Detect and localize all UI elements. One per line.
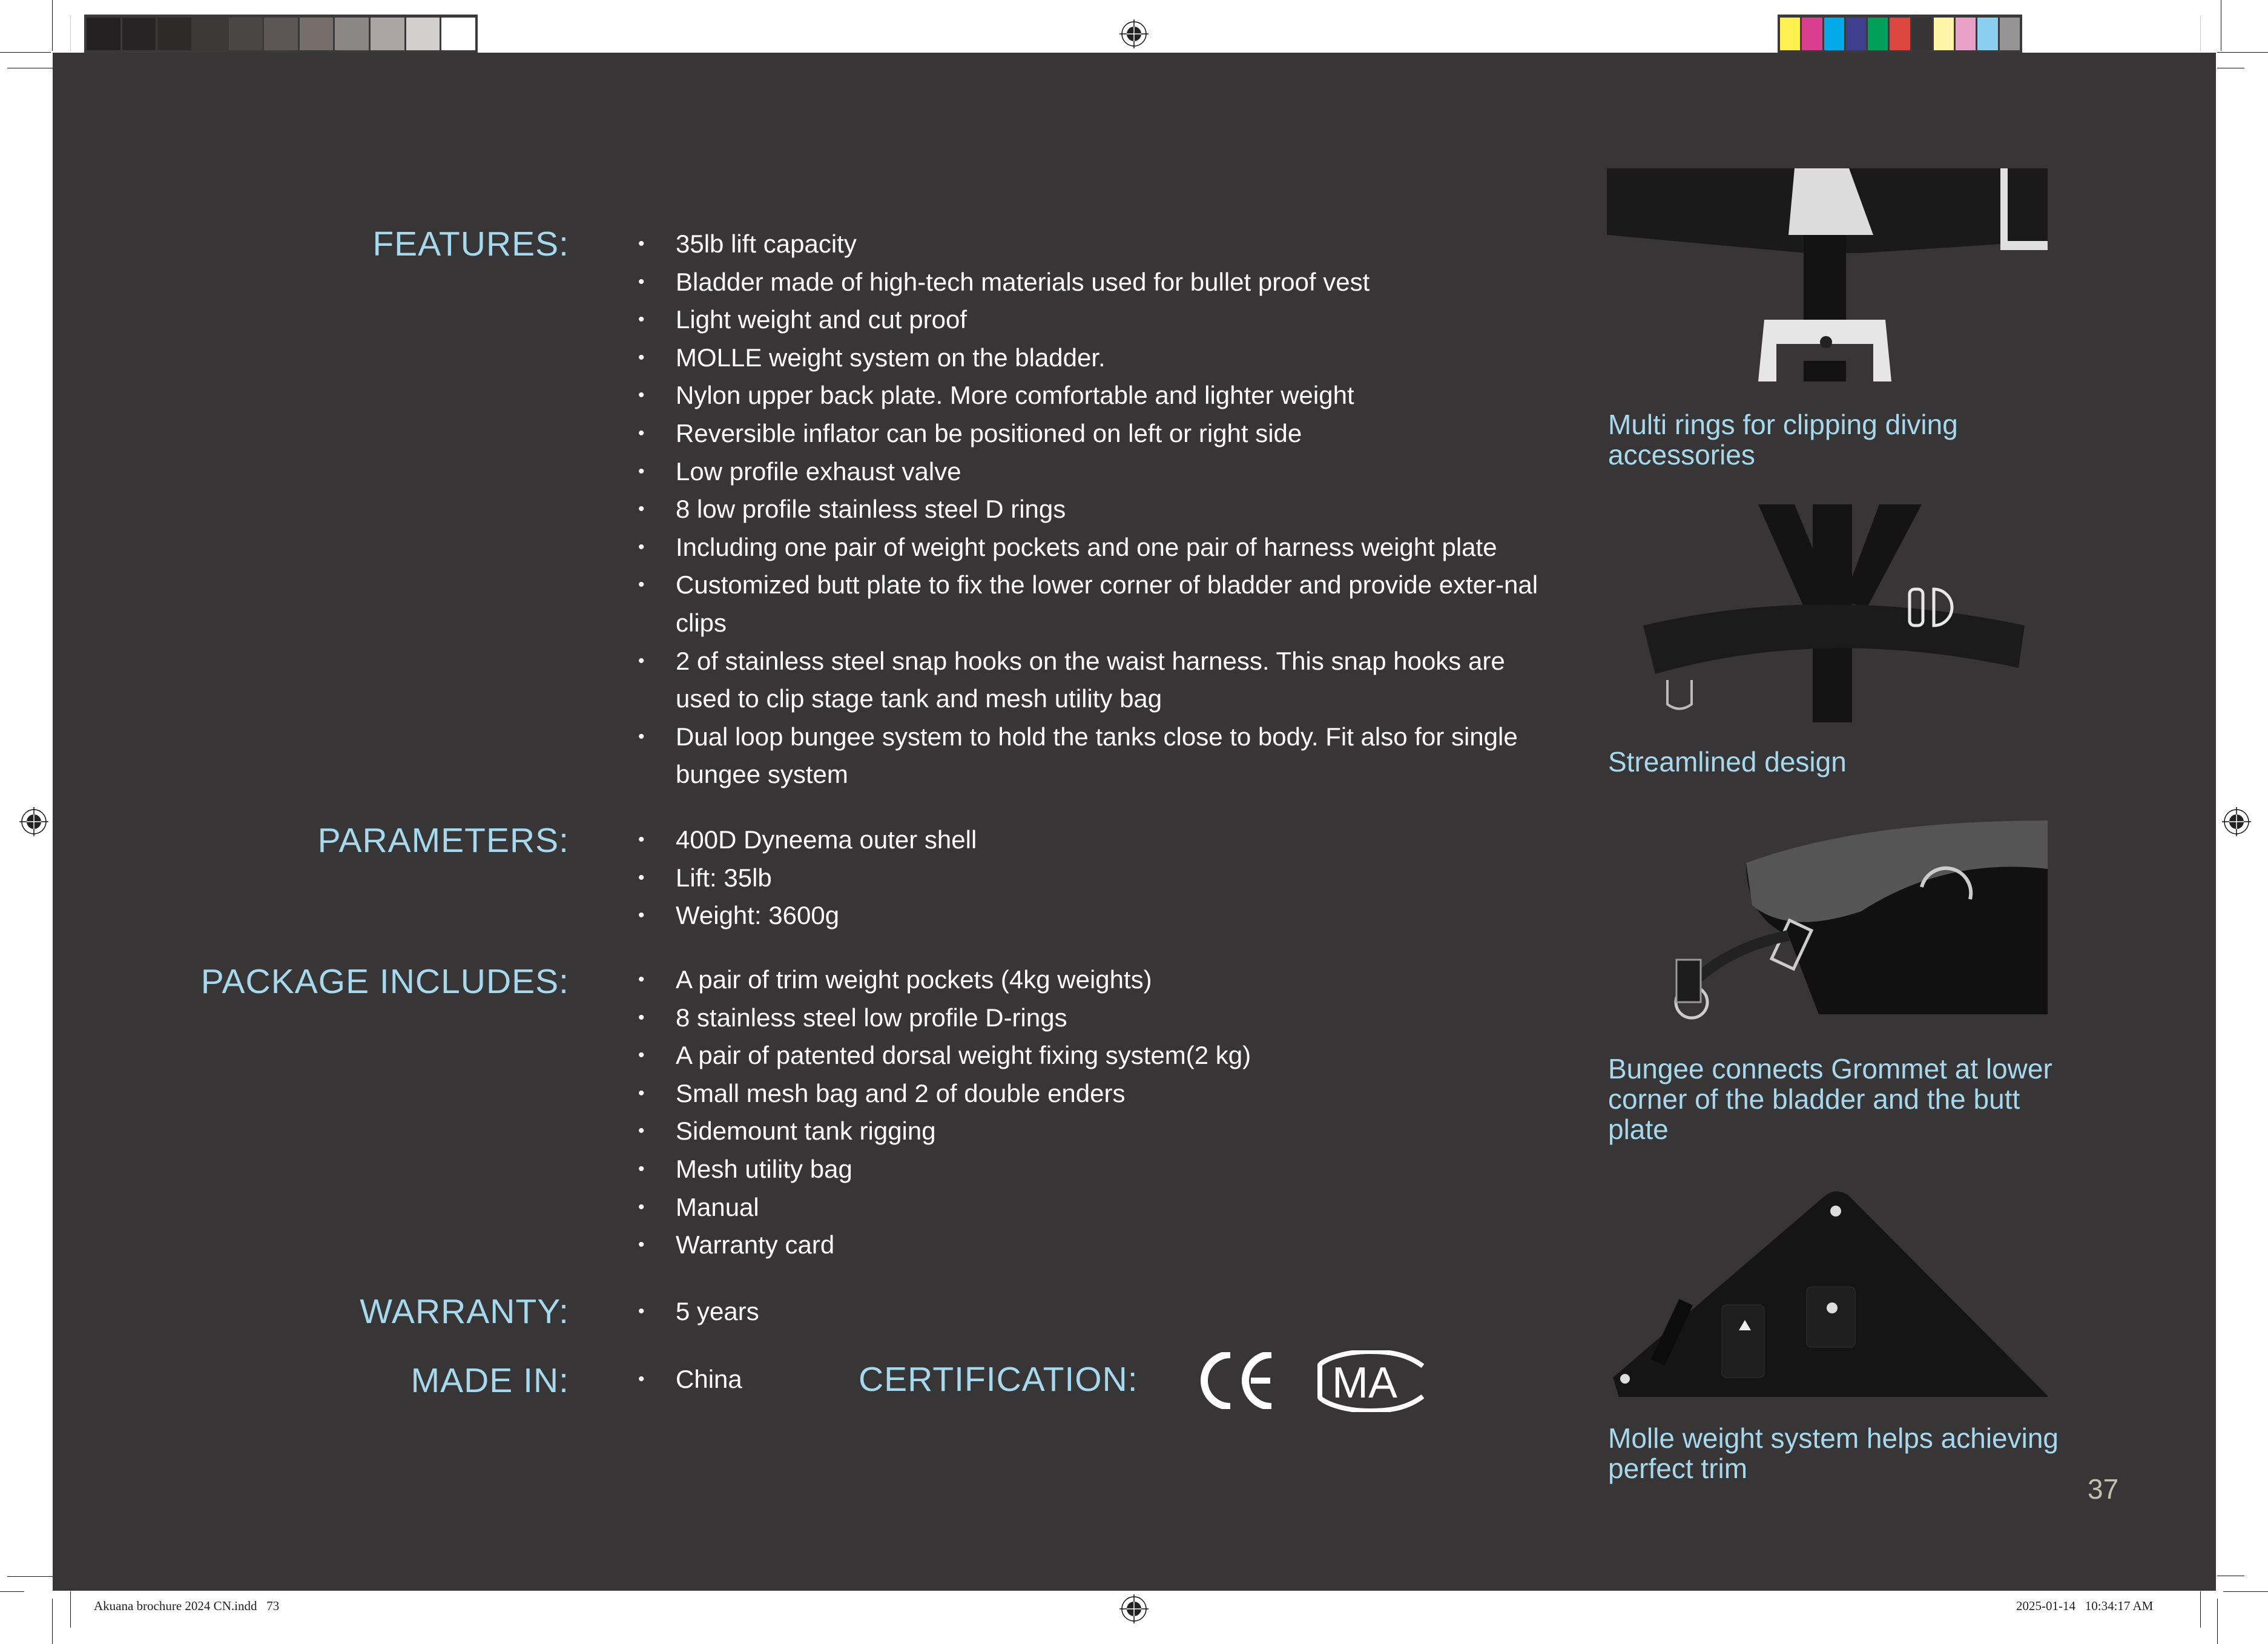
swatch [2000, 18, 2020, 50]
list-item: • Weight: 3600g [638, 897, 1548, 935]
package-includes-list [638, 961, 1548, 1264]
list-item: • Small mesh bag and 2 of double enders [638, 1075, 1548, 1113]
swatch [1890, 18, 1910, 50]
list-item: • 400D Dyneema outer shell [638, 821, 1548, 859]
swatch [300, 18, 334, 50]
crop-mark [52, 0, 53, 51]
swatch [371, 18, 404, 50]
waist-harness-photo [1607, 504, 2048, 722]
list-item: • Including one pair of weight pockets and one pair of harness weight plate [638, 529, 1548, 567]
parameters-heading: PARAMETERS: [317, 821, 569, 860]
crop-mark [2217, 1599, 2218, 1644]
swatch [1824, 18, 1844, 50]
list-item: • MOLLE weight system on the bladder. [638, 339, 1548, 377]
photo-caption: Bungee connects Grommet at lower corner of the bladder and the butt plate [1608, 1053, 2052, 1145]
swatch [264, 18, 298, 50]
swatch [406, 18, 440, 50]
photo-caption: Molle weight system helps achieving perfect trim [1608, 1422, 2059, 1484]
swatch [1802, 18, 1822, 50]
crop-mark [7, 1576, 53, 1577]
list-item: • Dual loop bungee system to hold the tanks close to body. Fit also for single bungee system [638, 718, 1548, 794]
warranty-list [638, 1293, 1548, 1331]
warranty-heading: WARRANTY: [360, 1292, 569, 1331]
swatch [193, 18, 227, 50]
parameters-list [638, 821, 1548, 935]
list-item: • Nylon upper back plate. More comfortable and lighter weight [638, 377, 1548, 415]
swatch [335, 18, 369, 50]
registration-mark-icon [1118, 1593, 1150, 1625]
features-list [638, 225, 1548, 794]
certification-heading: CERTIFICATION: [859, 1360, 1138, 1399]
slug-file-info: Akuana brochure 2024 CN.indd 73 [94, 1599, 280, 1613]
swatch [1846, 18, 1866, 50]
list-item: • Low profile exhaust valve [638, 453, 1548, 491]
list-item: • Light weight and cut proof [638, 301, 1548, 339]
swatch [1977, 18, 1997, 50]
made-in-heading: MADE IN: [410, 1361, 569, 1400]
crop-mark [2223, 1591, 2268, 1592]
swatch [441, 18, 475, 50]
list-item: • Lift: 35lb [638, 859, 1548, 897]
features-heading: FEATURES: [372, 225, 569, 263]
molle-bladder-photo [1607, 1184, 2048, 1397]
slug-datetime: 2025-01-14 10:34:17 AM [2016, 1599, 2154, 1613]
crop-mark [2200, 15, 2201, 51]
list-item: • Bladder made of high-tech materials used for bullet proof vest [638, 263, 1548, 302]
cma-mark-icon [1316, 1350, 1424, 1412]
package-includes-heading: PACKAGE INCLUDES: [200, 962, 569, 1001]
crop-mark [52, 1599, 53, 1644]
ce-mark-icon [1199, 1352, 1277, 1409]
list-item: • A pair of trim weight pockets (4kg weights) [638, 961, 1548, 999]
list-item: • 2 of stainless steel snap hooks on the waist harness. This snap hooks are used to clip stage tank and mesh utility bag [638, 642, 1548, 718]
list-item: • 8 stainless steel low profile D-rings [638, 999, 1548, 1037]
crop-mark [70, 15, 71, 51]
swatch [229, 18, 263, 50]
harness-buckle-photo [1607, 168, 2048, 381]
list-item: • Warranty card [638, 1226, 1548, 1264]
list-item: • Mesh utility bag [638, 1150, 1548, 1189]
list-item: • 35lb lift capacity [638, 225, 1548, 263]
swatch [1780, 18, 1800, 50]
grayscale-color-bar [84, 15, 478, 53]
list-item: • China [638, 1361, 1548, 1399]
page-number: 37 [2088, 1473, 2119, 1505]
crop-mark [2200, 1591, 2201, 1628]
list-item: • 5 years [638, 1293, 1548, 1331]
swatch [1868, 18, 1888, 50]
crop-mark [70, 1591, 71, 1628]
swatch [1956, 18, 1976, 50]
list-item: • A pair of patented dorsal weight fixing system(2 kg) [638, 1037, 1548, 1075]
photo-caption: Streamlined design [1608, 746, 1847, 777]
registration-mark-icon [1118, 18, 1150, 50]
swatch [122, 18, 156, 50]
process-color-bar [1778, 15, 2022, 53]
cma-mark-text: MA [1332, 1359, 1397, 1407]
list-item: • 8 low profile stainless steel D rings [638, 490, 1548, 529]
photo-caption: Multi rings for clipping diving accessories [1608, 409, 1958, 470]
swatch [1912, 18, 1932, 50]
crop-mark [0, 1591, 24, 1592]
bungee-grommet-photo [1607, 814, 2048, 1028]
list-item: • Manual [638, 1189, 1548, 1227]
list-item: • Sidemount tank rigging [638, 1112, 1548, 1150]
registration-mark-icon [18, 806, 50, 837]
crop-mark [0, 52, 51, 53]
list-item: • Customized butt plate to fix the lower corner of bladder and provide exter-nal clips [638, 566, 1548, 642]
swatch [87, 18, 120, 50]
list-item: • Reversible inflator can be positioned on left or right side [638, 415, 1548, 453]
swatch [157, 18, 191, 50]
swatch [1934, 18, 1954, 50]
registration-mark-icon [2221, 806, 2252, 837]
crop-mark [2217, 52, 2268, 53]
